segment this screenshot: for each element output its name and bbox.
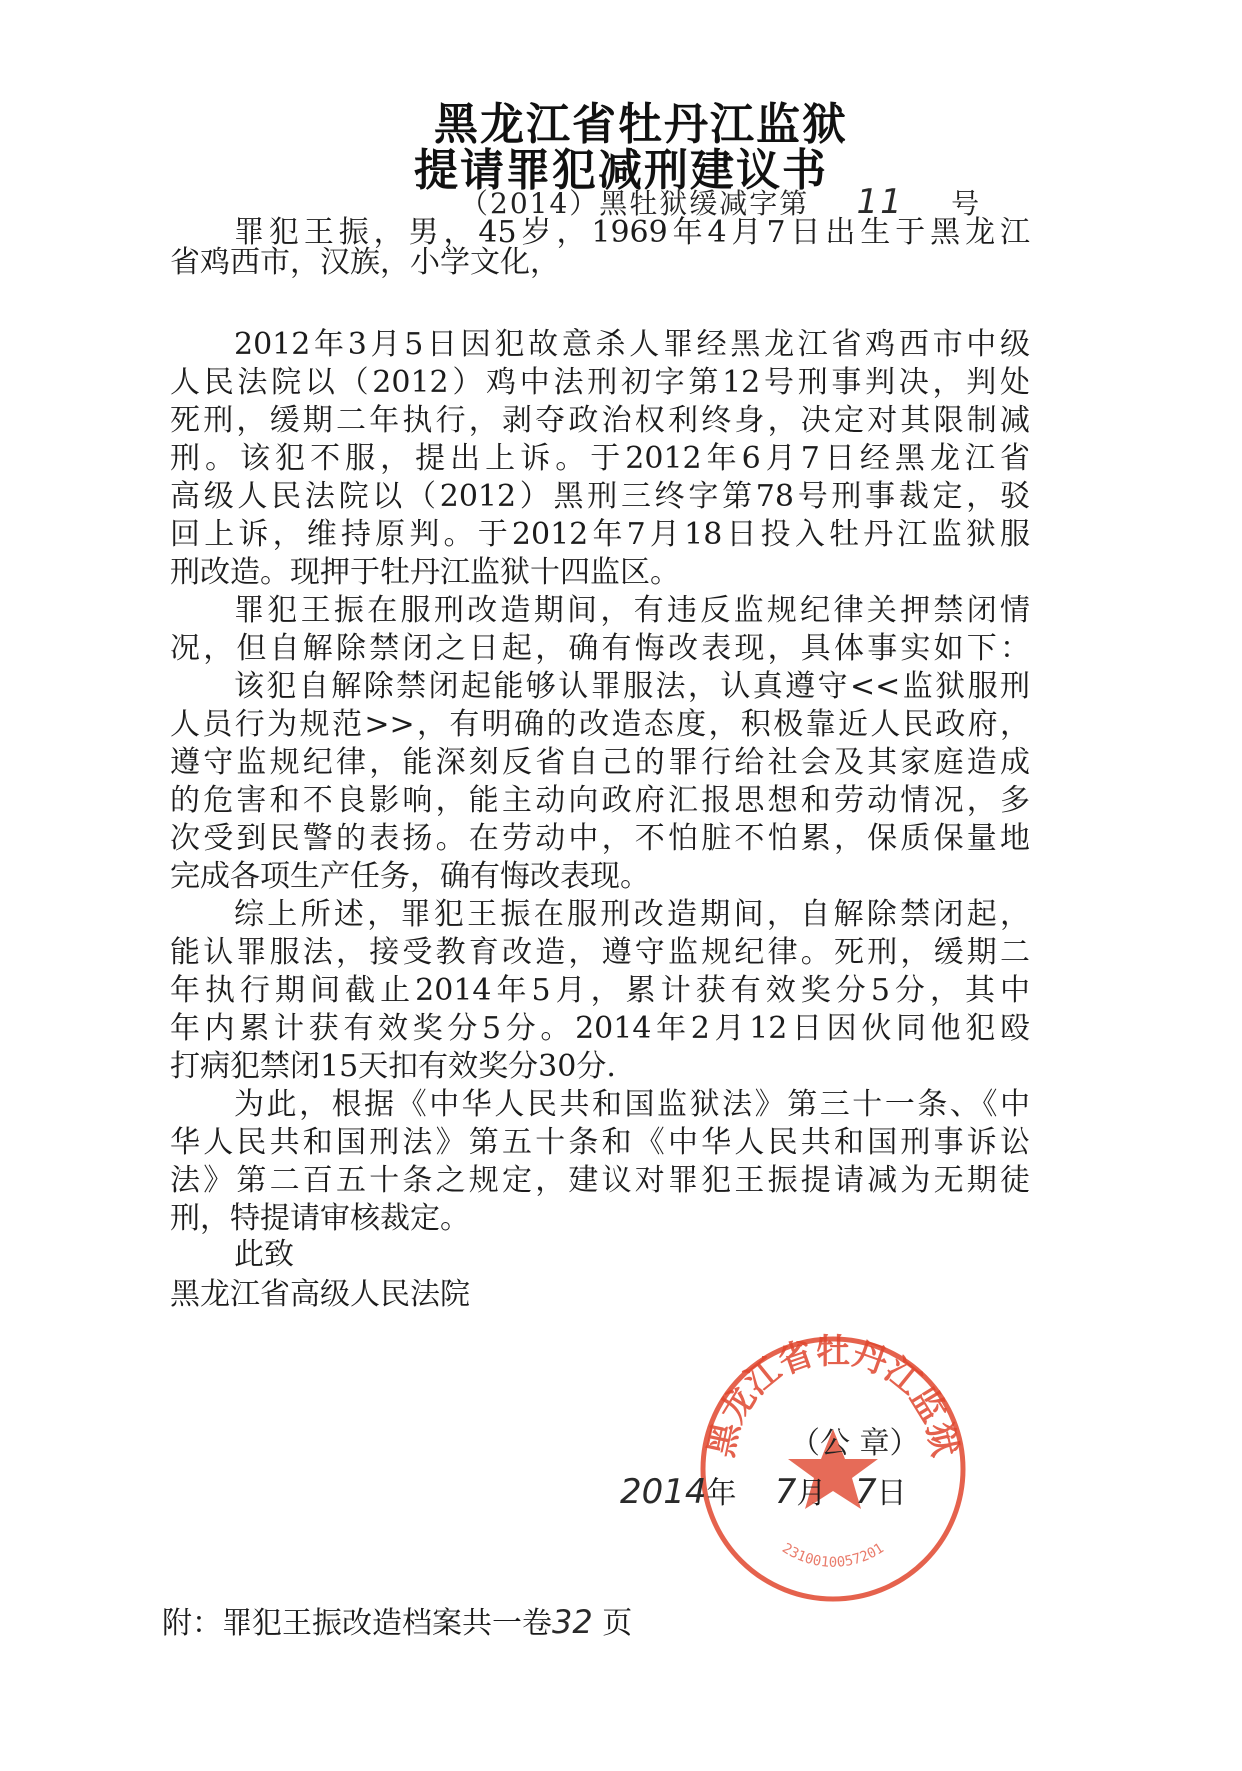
attachment-prefix: 附：罪犯王振改造档案共一卷	[162, 1606, 552, 1641]
document-number-prefix: （2014）黑牡狱缓减字第	[460, 187, 810, 220]
body-line: 为此，根据《中华人民共和国监狱法》第三十一条、《中	[234, 1087, 1030, 1122]
date-year-handwritten: 2014	[620, 1472, 707, 1512]
body-line: 2012年3月5日因犯故意杀人罪经黑龙江省鸡西市中级	[234, 327, 1030, 362]
body-line: 综上所述，罪犯王振在服刑改造期间，自解除禁闭起，	[234, 897, 1030, 932]
body-line: 次受到民警的表扬。在劳动中，不怕脏不怕累，保质保量地	[170, 821, 1030, 856]
body-line: 刑。该犯不服，提出上诉。于2012年6月7日经黑龙江省	[170, 441, 1030, 476]
date-month-handwritten: 7	[774, 1472, 797, 1512]
attachment-note	[162, 1598, 632, 1642]
body-line: 此致	[234, 1237, 294, 1272]
body-line: 打病犯禁闭15天扣有效奖分30分.	[170, 1049, 616, 1084]
seal-note: （公 章）	[790, 1426, 920, 1461]
document-title-line1: 黑龙江省牡丹江监狱	[434, 99, 848, 150]
body-line: 况，但自解除禁闭之日起，确有悔改表现，具体事实如下：	[170, 631, 1030, 666]
body-line: 刑改造。现押于牡丹江监狱十四监区。	[170, 555, 680, 590]
attachment-pages-handwritten: 32	[552, 1603, 593, 1641]
body-line: 完成各项生产任务，确有悔改表现。	[170, 859, 650, 894]
attachment-suffix: 页	[602, 1606, 633, 1641]
body-line: 黑龙江省高级人民法院	[170, 1277, 470, 1312]
date-day-label: 日	[876, 1476, 907, 1511]
svg-text:黑龙江省牡丹江监狱: 黑龙江省牡丹江监狱	[701, 1331, 965, 1461]
date-day-handwritten: 7	[854, 1472, 877, 1512]
body-line: 罪犯王振在服刑改造期间，有违反监规纪律关押禁闭情	[234, 593, 1030, 628]
date-month-label: 月	[796, 1476, 827, 1511]
body-line: 人员行为规范>>，有明确的改造态度，积极靠近人民政府，	[170, 707, 1030, 742]
body-line: 省鸡西市，汉族，小学文化，	[170, 245, 560, 280]
body-line: 回上诉，维持原判。于2012年7月18日投入牡丹江监狱服	[170, 517, 1030, 552]
svg-text:2310010057201: 2310010057201	[779, 1540, 887, 1571]
body-line: 华人民共和国刑法》第五十条和《中华人民共和国刑事诉讼	[170, 1125, 1030, 1160]
body-line: 法》第二百五十条之规定，建议对罪犯王振提请减为无期徒	[170, 1163, 1030, 1198]
date-year-label: 年	[706, 1476, 737, 1511]
body-line: 年执行期间截止2014年5月，累计获有效奖分5分，其中	[170, 973, 1030, 1008]
body-line: 人民法院以（2012）鸡中法刑初字第12号刑事判决，判处	[170, 365, 1030, 400]
body-line: 刑，特提请审核裁定。	[170, 1201, 470, 1236]
body-line: 高级人民法院以（2012）黑刑三终字第78号刑事裁定，驳	[170, 479, 1030, 514]
body-line: 年内累计获有效奖分5分。2014年2月12日因伙同他犯殴	[170, 1011, 1030, 1046]
document-title-line2: 提请罪犯减刑建议书	[414, 145, 828, 196]
document-number-handwritten: 11	[856, 182, 904, 222]
body-line: 罪犯王振，男，45岁，1969年4月7日出生于黑龙江	[234, 215, 1030, 250]
body-line: 的危害和不良影响，能主动向政府汇报思想和劳动情况，多	[170, 783, 1030, 818]
body-line: 遵守监规纪律，能深刻反省自己的罪行给社会及其家庭造成	[170, 745, 1030, 780]
body-line: 能认罪服法，接受教育改造，遵守监规纪律。死刑，缓期二	[170, 935, 1030, 970]
body-line: 该犯自解除禁闭起能够认罪服法，认真遵守<<监狱服刑	[234, 669, 1030, 704]
document-number-suffix: 号	[951, 187, 982, 220]
body-line: 死刑，缓期二年执行，剥夺政治权利终身，决定对其限制减	[170, 403, 1030, 438]
signature-date	[620, 1468, 907, 1512]
